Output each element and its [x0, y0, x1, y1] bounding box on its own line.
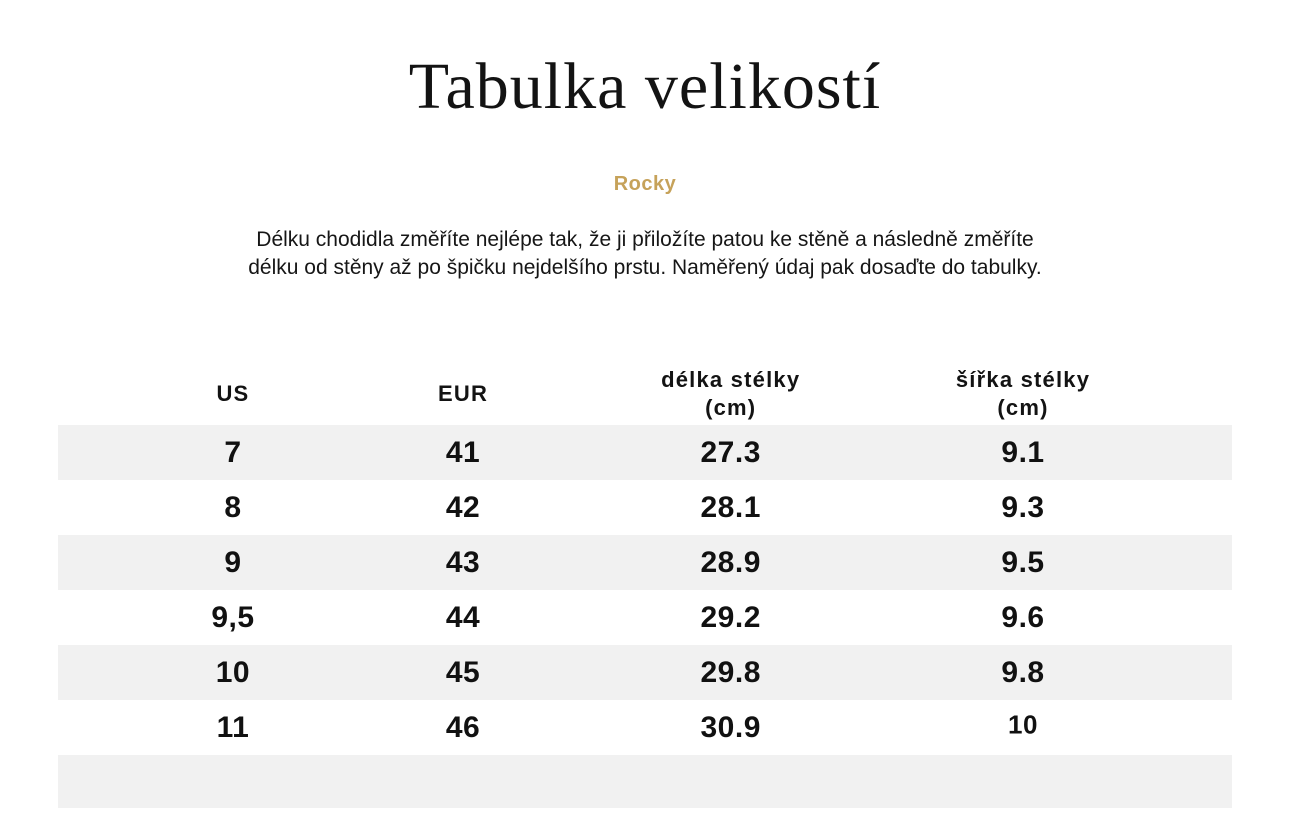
cell-insole-length: 28.9: [700, 545, 761, 579]
cell-insole-length: 29.8: [700, 655, 761, 689]
cell-insole-width: 9.3: [1001, 490, 1045, 524]
cell-us: 7: [224, 435, 242, 469]
header-sublabel: (cm): [997, 394, 1049, 420]
cell-us: 11: [216, 710, 250, 744]
page-title: Tabulka velikostí: [408, 50, 882, 123]
empty-table-row: [58, 755, 1232, 808]
cell-us: 9: [224, 545, 242, 579]
cell-insole-length: 30.9: [700, 710, 761, 744]
header-sublabel: (cm): [705, 394, 757, 420]
header-label: US: [216, 380, 250, 406]
cell-us: 10: [215, 655, 251, 689]
cell-insole-length: 28.1: [700, 490, 761, 524]
table-row: [58, 645, 1232, 700]
cell-eur: 45: [445, 655, 481, 689]
cell-eur: 43: [445, 545, 481, 579]
size-chart-page: [0, 48, 1290, 833]
instructions-line-1: Délku chodidla změříte nejlépe tak, že ji přiložíte patou ke stěně a následně změříte: [256, 228, 1034, 251]
cell-insole-width: 10: [1008, 709, 1038, 739]
cell-us: 8: [224, 490, 242, 524]
size-table: [58, 362, 1232, 808]
table-row: [58, 700, 1232, 755]
header-cell-eur: [438, 380, 488, 408]
cell-insole-width: 9.1: [1001, 435, 1045, 469]
header-label: délka stélky: [661, 366, 801, 392]
table-row: [58, 590, 1232, 645]
cell-eur: 46: [445, 710, 481, 744]
cell-insole-length: 29.2: [700, 600, 761, 634]
header-label: EUR: [437, 380, 489, 406]
cell-eur: 44: [445, 600, 481, 634]
cell-us: 9,5: [211, 600, 255, 634]
measurement-instructions: [0, 226, 1290, 282]
header-cell-insole-width: [956, 366, 1090, 422]
size-table-header-row: [58, 362, 1232, 425]
header-cell-insole-length: [661, 366, 800, 422]
cell-eur: 41: [445, 435, 481, 469]
header-label: šířka stélky: [955, 366, 1091, 392]
brand-label: Rocky: [613, 173, 677, 195]
header-cell-us: [216, 380, 249, 408]
cell-insole-width: 9.6: [1001, 600, 1045, 634]
cell-insole-width: 9.8: [1001, 655, 1045, 689]
cell-eur: 42: [445, 490, 481, 524]
instructions-line-2: délku od stěny až po špičku nejdelšího prstu. Naměřený údaj pak dosaďte do tabulky.: [248, 256, 1042, 279]
table-row: [58, 480, 1232, 535]
cell-insole-width: 9.5: [1001, 545, 1045, 579]
table-row: [58, 535, 1232, 590]
cell-insole-length: 27.3: [700, 435, 761, 469]
table-row: [58, 425, 1232, 480]
